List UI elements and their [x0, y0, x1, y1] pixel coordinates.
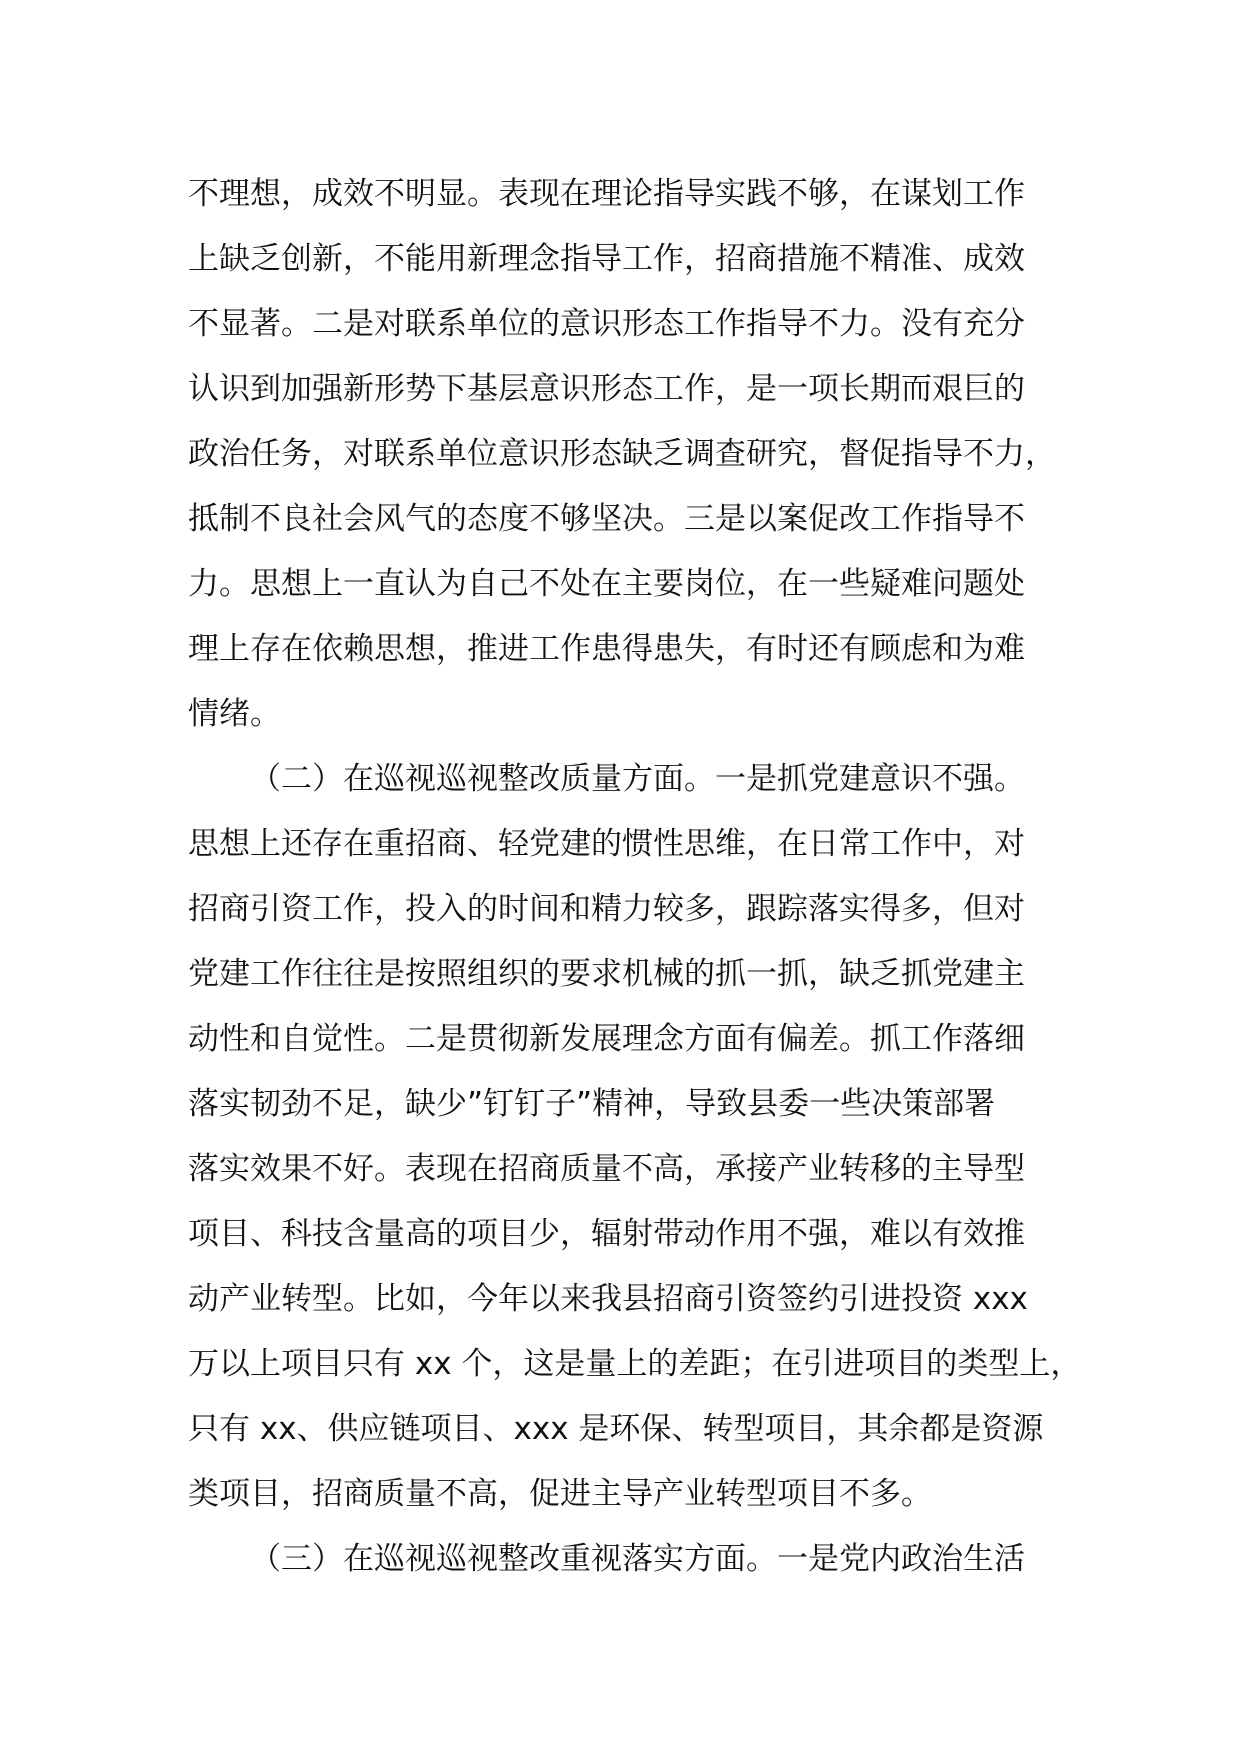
text-line: 动产业转型。比如，今年以来我县招商引资签约引进投资 xxx: [188, 1281, 1028, 1317]
text-line: 万以上项目只有 xx 个，这是量上的差距；在引进项目的类型上，: [188, 1346, 1082, 1382]
text-line: 不理想，成效不明显。表现在理论指导实践不够，在谋划工作: [188, 176, 1025, 212]
text-line: 项目、科技含量高的项目少，辐射带动作用不强，难以有效推: [188, 1216, 1025, 1252]
text-line: 上缺乏创新，不能用新理念指导工作，招商措施不精准、成效: [188, 241, 1025, 277]
text-line: 落实韧劲不足，缺少”钉钉子”精神，导致县委一些决策部署: [188, 1086, 996, 1122]
text-line: 情绪。: [188, 696, 281, 732]
section-heading-line: （二）在巡视巡视整改质量方面。一是抓党建意识不强。: [250, 761, 1025, 797]
text-line: 思想上还存在重招商、轻党建的惯性思维，在日常工作中，对: [188, 826, 1025, 862]
text-line: 理上存在依赖思想，推进工作患得患失，有时还有顾虑和为难: [188, 631, 1025, 667]
text-line: 招商引资工作，投入的时间和精力较多，跟踪落实得多，但对: [188, 891, 1025, 927]
text-line: 落实效果不好。表现在招商质量不高，承接产业转移的主导型: [188, 1151, 1025, 1187]
text-line: 只有 xx、供应链项目、xxx 是环保、转型项目，其余都是资源: [188, 1411, 1044, 1447]
text-line: 抵制不良社会风气的态度不够坚决。三是以案促改工作指导不: [188, 501, 1025, 537]
text-line: 力。思想上一直认为自己不处在主要岗位，在一些疑难问题处: [188, 566, 1025, 602]
text-line: 动性和自觉性。二是贯彻新发展理念方面有偏差。抓工作落细: [188, 1021, 1025, 1057]
document-body: [188, 162, 1088, 1592]
text-line: 政治任务，对联系单位意识形态缺乏调查研究，督促指导不力，: [188, 436, 1056, 472]
text-line: 不显著。二是对联系单位的意识形态工作指导不力。没有充分: [188, 306, 1025, 342]
text-line: 党建工作往往是按照组织的要求机械的抓一抓，缺乏抓党建主: [188, 956, 1025, 992]
text-line: 认识到加强新形势下基层意识形态工作，是一项长期而艰巨的: [188, 371, 1025, 407]
text-line: 类项目，招商质量不高，促进主导产业转型项目不多。: [188, 1476, 932, 1512]
section-heading-line: （三）在巡视巡视整改重视落实方面。一是党内政治生活: [250, 1541, 1025, 1577]
